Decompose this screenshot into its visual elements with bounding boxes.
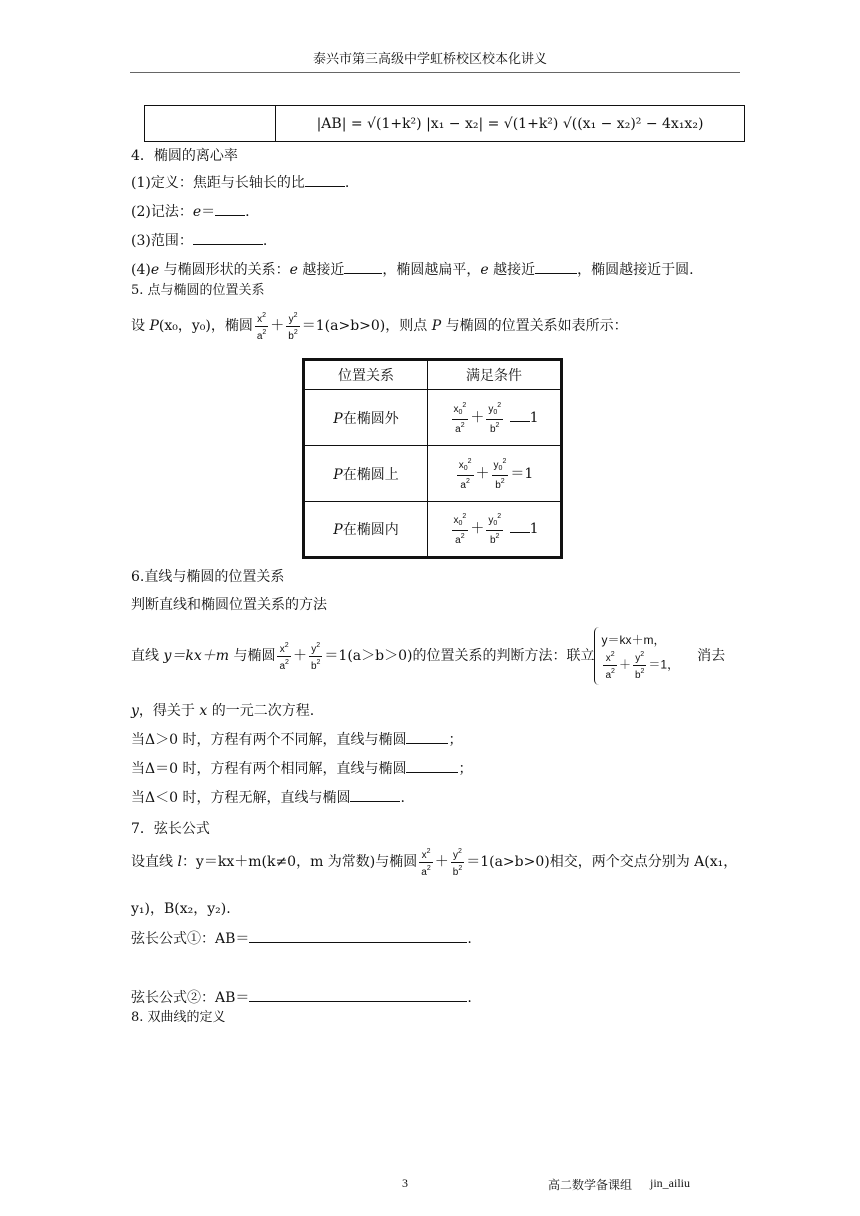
t: 消去	[697, 648, 726, 664]
frac-y2-b2: $\frac{y^2}{b^2}$	[288, 311, 298, 342]
t: ；	[458, 761, 473, 777]
t: .	[467, 931, 472, 947]
relation-cell	[304, 390, 428, 446]
table-row	[304, 446, 562, 502]
blank	[350, 801, 400, 802]
t: ＝1(a>b>0)相交，两个交点分别为 A(x₁，	[466, 854, 738, 870]
s6-line-1: 直线 y＝kx＋m 与椭圆 $\frac{x^2}{a^2}$ ＋ $\frac{y^2}{b^2}$ ＝1(a＞b＞0)的位置关系的判断方法：联立 y＝kx＋m， $\frac{x^2}{a^2}$ ＋ $\frac{y^2}{b^2}$ ＝1， 消去	[131, 624, 725, 688]
var-e: e	[480, 262, 489, 278]
relation-cell	[304, 502, 428, 558]
period: .	[344, 175, 350, 191]
condition-rhs: ＝1	[510, 465, 534, 482]
header-rule	[130, 72, 740, 73]
section-4-title: 4．椭圆的离心率	[131, 148, 238, 164]
period: .	[262, 233, 268, 249]
t: 当Δ＞0 时，方程有两个不同解，直线与椭圆	[131, 732, 407, 748]
position-table	[302, 358, 563, 559]
section-5-title: 5. 点与椭圆的位置关系	[131, 283, 265, 298]
relation-label: 在椭圆外	[342, 410, 399, 427]
table-row	[304, 390, 562, 446]
t: 设	[131, 318, 150, 334]
t: (4)	[131, 262, 151, 278]
var-p: P	[333, 522, 343, 538]
s4-notation-label: (2)记法：	[131, 204, 193, 220]
s6-subtitle: 判断直线和椭圆位置关系的方法	[131, 597, 327, 613]
var-p: P	[333, 410, 343, 427]
brace	[594, 627, 599, 685]
blank	[510, 532, 530, 533]
table-row	[304, 502, 562, 558]
var-p: P	[431, 318, 442, 334]
system-eq-2: ＝1，	[648, 657, 680, 672]
chord-formula-2	[131, 987, 472, 1007]
relation-cell	[304, 446, 428, 502]
footer-group: 高二数学备课组	[548, 1178, 633, 1192]
chord-length-formula: |AB| = √(1+k²) |x₁ − x₂| = √(1+k²) √((x₁ − x₂)² − 4x₁x₂)	[276, 106, 745, 142]
t: ＝1(a>b>0)，则点	[301, 318, 432, 334]
s5-intro: 设 P(x₀，y₀)，椭圆 $\frac{x^2}{a^2}$ ＋ $\frac{y^2}{b^2}$ ＝1(a>b>0)，则点 P 与椭圆的位置关系如表所示：	[131, 311, 628, 342]
s7-line-1: 设直线 l：y＝kx＋m(k≠0，m 为常数)与椭圆 $\frac{x^2}{a^2}$ ＋ $\frac{y^2}{b^2}$ ＝1(a>b>0)相交，两个交点分别为 A(x₁，	[131, 847, 738, 878]
blank	[193, 244, 263, 245]
t: 当Δ＜0 时，方程无解，直线与椭圆	[131, 790, 351, 806]
equals: ＝	[201, 204, 216, 220]
var-e: e	[289, 262, 298, 278]
var-p: P	[333, 466, 343, 483]
s4-range	[131, 230, 267, 250]
formula-table-left-cell	[145, 106, 276, 142]
condition-cell: $\frac{x_0^2}{a^2}$ ＋ $\frac{y_0^2}{b^2}$ 1	[428, 390, 562, 446]
var-l: l	[177, 854, 182, 870]
t: 的一元二次方程.	[207, 703, 315, 719]
section-8-title: 8. 双曲线的定义	[131, 1010, 226, 1025]
blank	[249, 942, 467, 943]
col-header-relation: 位置关系	[304, 360, 428, 390]
s4-notation	[131, 201, 250, 221]
footer-author: jin_ailiu	[650, 1176, 690, 1190]
relation-label: 在椭圆上	[342, 466, 399, 483]
t: 与椭圆	[229, 648, 276, 664]
blank	[510, 421, 530, 422]
t: 越接近	[297, 262, 345, 278]
chord-formula-1	[131, 928, 472, 948]
relation-label: 在椭圆内	[342, 522, 399, 538]
var-e: e	[150, 262, 160, 278]
blank	[249, 1001, 467, 1002]
t: ，椭圆越接近于圆.	[577, 262, 694, 278]
s6-line-2	[131, 700, 314, 720]
t: 越接近	[488, 262, 536, 278]
t: .	[400, 790, 405, 806]
frac-x2-a2: $\frac{x^2}{a^2}$	[256, 311, 267, 342]
blank	[215, 215, 245, 216]
col-header-condition: 满足条件	[428, 360, 562, 390]
t: 与椭圆的位置关系如表所示：	[441, 318, 628, 334]
equation-system: y＝kx＋m， $\frac{x^2}{a^2}$ ＋ $\frac{y^2}{b^2}$ ＝1，	[601, 632, 680, 681]
var-p: P	[149, 318, 159, 334]
s4-range-label: (3)范围：	[131, 233, 193, 249]
condition-cell: $\frac{x_0^2}{a^2}$ ＋ $\frac{y_0^2}{b^2}$ ＝1	[428, 446, 562, 502]
t: 设直线	[131, 854, 178, 870]
blank	[406, 743, 448, 744]
formula-table-row	[144, 105, 745, 142]
t: ：y＝kx＋m(k≠0，m 为常数)与椭圆	[181, 854, 418, 870]
s6-case-negative	[131, 787, 405, 807]
condition-rhs: 1	[529, 521, 539, 537]
line-equation: y＝kx＋m	[163, 648, 230, 664]
page-number: 3	[402, 1176, 408, 1190]
system-eq-1: y＝kx＋m，	[601, 632, 666, 647]
t: 与椭圆形状的关系：	[159, 262, 290, 278]
period: .	[245, 204, 250, 220]
condition-cell: $\frac{x_0^2}{a^2}$ ＋ $\frac{y_0^2}{b^2}$ 1	[428, 502, 562, 558]
blank	[305, 186, 345, 187]
s7-line-2: y₁)，B(x₂，y₂).	[131, 901, 231, 917]
blank	[344, 273, 382, 274]
section-6-title: 6.直线与椭圆的位置关系	[131, 569, 285, 585]
t: (x₀，y₀)，椭圆	[158, 318, 253, 334]
section-7-title: 7．弦长公式	[131, 821, 210, 837]
blank	[406, 772, 458, 773]
t: ，得关于	[138, 703, 200, 719]
s4-definition-text: (1)定义：焦距与长轴长的比	[131, 175, 305, 191]
s6-case-positive	[131, 729, 462, 749]
t: ；	[448, 732, 463, 748]
t: ，椭圆越扁平，	[382, 262, 481, 278]
t: 直线	[131, 648, 164, 664]
blank	[535, 273, 577, 274]
s4-definition	[131, 172, 349, 192]
var-e: e	[192, 204, 202, 220]
var-y: y	[131, 703, 139, 719]
t: 弦长公式②：AB＝	[131, 990, 250, 1006]
t: 当Δ＝0 时，方程有两个相同解，直线与椭圆	[131, 761, 407, 777]
t: ＝1(a＞b＞0)的位置关系的判断方法：联立	[324, 648, 595, 664]
s6-case-zero	[131, 758, 472, 778]
var-x: x	[199, 703, 208, 719]
t: .	[467, 990, 472, 1006]
condition-rhs: 1	[529, 409, 539, 426]
s4-shape-relation	[131, 259, 694, 279]
t: 弦长公式①：AB＝	[131, 931, 250, 947]
page-header: 泰兴市第三高级中学虹桥校区校本化讲义	[312, 52, 547, 67]
